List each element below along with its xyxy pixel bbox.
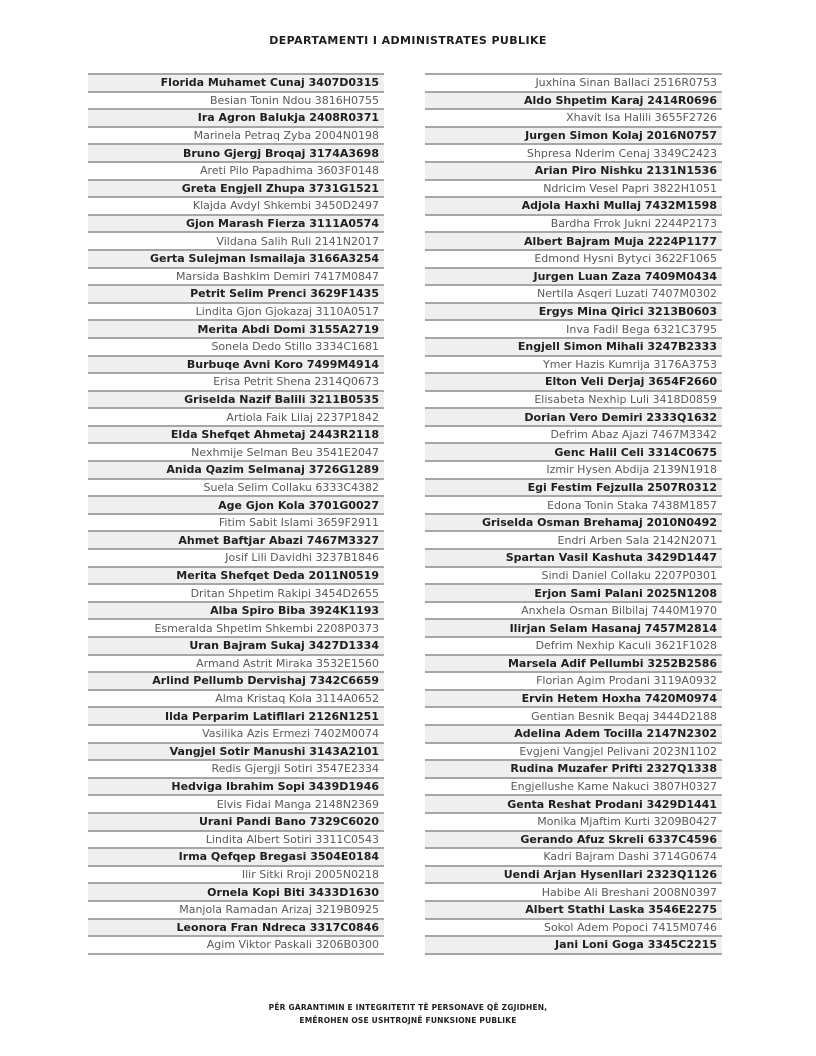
list-item: Vangjel Sotir Manushi 3143A2101 — [88, 744, 384, 762]
list-item: Ilirjan Selam Hasanaj 7457M2814 — [425, 620, 722, 638]
list-item: Urani Pandi Bano 7329C6020 — [88, 814, 384, 832]
list-item: Ahmet Baftjar Abazi 7467M3327 — [88, 532, 384, 550]
list-item: Albert Stathi Laska 3546E2275 — [425, 902, 722, 920]
list-item: Dritan Shpetim Rakipi 3454D2655 — [88, 585, 384, 603]
list-item: Ornela Kopi Biti 3433D1630 — [88, 884, 384, 902]
list-item: Habibe Ali Breshani 2008N0397 — [425, 884, 722, 902]
list-item: Ymer Hazis Kumrija 3176A3753 — [425, 357, 722, 375]
list-item: Ergys Mina Qirici 3213B0603 — [425, 304, 722, 322]
footer-note — [0, 1001, 816, 1027]
list-item: Elvis Fidai Manga 2148N2369 — [88, 796, 384, 814]
list-item: Ilir Sitki Rroji 2005N0218 — [88, 867, 384, 885]
list-item: Nexhmije Selman Beu 3541E2047 — [88, 444, 384, 462]
list-item: Alma Kristaq Kola 3114A0652 — [88, 691, 384, 709]
list-item: Hedviga Ibrahim Sopi 3439D1946 — [88, 779, 384, 797]
list-item: Griselda Osman Brehamaj 2010N0492 — [425, 515, 722, 533]
name-list-left-column — [88, 73, 384, 955]
list-item: Elisabeta Nexhip Luli 3418D0859 — [425, 392, 722, 410]
list-item: Kadri Bajram Dashi 3714G0674 — [425, 849, 722, 867]
list-item: Lindita Albert Sotiri 3311C0543 — [88, 832, 384, 850]
list-item: Greta Engjell Zhupa 3731G1521 — [88, 181, 384, 199]
list-item: Bardha Frrok Jukni 2244P2173 — [425, 216, 722, 234]
page-title: DEPARTAMENTI I ADMINISTRATES PUBLIKE — [269, 34, 547, 47]
list-item: Petrit Selim Prenci 3629F1435 — [88, 286, 384, 304]
list-item: Josif Lili Davidhi 3237B1846 — [88, 550, 384, 568]
list-item: Fitim Sabit Islami 3659F2911 — [88, 515, 384, 533]
list-item: Dorian Vero Demiri 2333Q1632 — [425, 409, 722, 427]
list-item: Marsela Adif Pellumbi 3252B2586 — [425, 656, 722, 674]
list-item: Ndricim Vesel Papri 3822H1051 — [425, 181, 722, 199]
list-item: Juxhina Sinan Ballaci 2516R0753 — [425, 75, 722, 93]
list-item: Izmir Hysen Abdija 2139N1918 — [425, 462, 722, 480]
list-item: Florian Agim Prodani 3119A0932 — [425, 673, 722, 691]
list-item: Elton Veli Derjaj 3654F2660 — [425, 374, 722, 392]
list-item: Arlind Pellumb Dervishaj 7342C6659 — [88, 673, 384, 691]
list-item: Arian Piro Nishku 2131N1536 — [425, 163, 722, 181]
list-item: Leonora Fran Ndreca 3317C0846 — [88, 920, 384, 938]
footer-line-2: EMËROHEN OSE USHTROJNË FUNKSIONE PUBLIKE — [299, 1016, 517, 1025]
list-item: Spartan Vasil Kashuta 3429D1447 — [425, 550, 722, 568]
list-item: Agim Viktor Paskali 3206B0300 — [88, 937, 384, 955]
list-item: Klajda Avdyl Shkembi 3450D2497 — [88, 198, 384, 216]
list-item: Defrim Abaz Ajazi 7467M3342 — [425, 427, 722, 445]
list-item: Aldo Shpetim Karaj 2414R0696 — [425, 93, 722, 111]
list-item: Elda Shefqet Ahmetaj 2443R2118 — [88, 427, 384, 445]
list-item: Erjon Sami Palani 2025N1208 — [425, 585, 722, 603]
list-item: Gerta Sulejman Ismailaja 3166A3254 — [88, 251, 384, 269]
list-item: Besian Tonin Ndou 3816H0755 — [88, 93, 384, 111]
list-item: Armand Astrit Miraka 3532E1560 — [88, 656, 384, 674]
list-item: Engjell Simon Mihali 3247B2333 — [425, 339, 722, 357]
list-item: Ilda Perparim Latifllari 2126N1251 — [88, 708, 384, 726]
list-item: Evgjeni Vangjel Pelivani 2023N1102 — [425, 744, 722, 762]
list-item: Adelina Adem Tocilla 2147N2302 — [425, 726, 722, 744]
list-item: Bruno Gjergj Broqaj 3174A3698 — [88, 145, 384, 163]
list-item: Areti Pilo Papadhima 3603F0148 — [88, 163, 384, 181]
list-item: Vildana Salih Ruli 2141N2017 — [88, 233, 384, 251]
list-item: Genta Reshat Prodani 3429D1441 — [425, 796, 722, 814]
list-item: Marinela Petraq Zyba 2004N0198 — [88, 128, 384, 146]
footer-line-1: PËR GARANTIMIN E INTEGRITETIT TË PERSONAVE QË ZGJIDHEN, — [268, 1003, 548, 1012]
list-item: Sindi Daniel Collaku 2207P0301 — [425, 568, 722, 586]
list-item: Egi Festim Fejzulla 2507R0312 — [425, 480, 722, 498]
list-item: Irma Qefqep Bregasi 3504E0184 — [88, 849, 384, 867]
list-item: Redis Gjergji Sotiri 3547E2334 — [88, 761, 384, 779]
list-item: Anxhela Osman Bilbilaj 7440M1970 — [425, 603, 722, 621]
list-item: Merita Shefqet Deda 2011N0519 — [88, 568, 384, 586]
list-item: Esmeralda Shpetim Shkembi 2208P0373 — [88, 620, 384, 638]
list-item: Manjola Ramadan Arizaj 3219B0925 — [88, 902, 384, 920]
list-item: Anida Qazim Selmanaj 3726G1289 — [88, 462, 384, 480]
list-item: Suela Selim Collaku 6333C4382 — [88, 480, 384, 498]
list-item: Gerando Afuz Skreli 6337C4596 — [425, 832, 722, 850]
list-item: Engjellushe Kame Nakuci 3807H0327 — [425, 779, 722, 797]
list-item: Inva Fadil Bega 6321C3795 — [425, 321, 722, 339]
list-item: Defrim Nexhip Kaculi 3621F1028 — [425, 638, 722, 656]
name-list-right-column — [425, 73, 722, 955]
list-item: Ira Agron Balukja 2408R0371 — [88, 110, 384, 128]
list-item: Xhavit Isa Halili 3655F2726 — [425, 110, 722, 128]
list-item: Ervin Hetem Hoxha 7420M0974 — [425, 691, 722, 709]
list-item: Genc Halil Celi 3314C0675 — [425, 444, 722, 462]
list-item: Uran Bajram Sukaj 3427D1334 — [88, 638, 384, 656]
list-item: Burbuqe Avni Koro 7499M4914 — [88, 357, 384, 375]
list-item: Jurgen Simon Kolaj 2016N0757 — [425, 128, 722, 146]
list-item: Edmond Hysni Bytyci 3622F1065 — [425, 251, 722, 269]
list-item: Griselda Nazif Balili 3211B0535 — [88, 392, 384, 410]
list-item: Vasilika Azis Ermezi 7402M0074 — [88, 726, 384, 744]
list-item: Merita Abdi Domi 3155A2719 — [88, 321, 384, 339]
list-item: Endri Arben Sala 2142N2071 — [425, 532, 722, 550]
list-item: Erisa Petrit Shena 2314Q0673 — [88, 374, 384, 392]
list-item: Monika Mjaftim Kurti 3209B0427 — [425, 814, 722, 832]
list-item: Age Gjon Kola 3701G0027 — [88, 497, 384, 515]
list-item: Albert Bajram Muja 2224P1177 — [425, 233, 722, 251]
list-item: Jurgen Luan Zaza 7409M0434 — [425, 269, 722, 287]
list-item: Artiola Faik Lilaj 2237P1842 — [88, 409, 384, 427]
list-item: Florida Muhamet Cunaj 3407D0315 — [88, 75, 384, 93]
list-item: Jani Loni Goga 3345C2215 — [425, 937, 722, 955]
list-item: Sonela Dedo Stillo 3334C1681 — [88, 339, 384, 357]
list-item: Shpresa Nderim Cenaj 3349C2423 — [425, 145, 722, 163]
list-item: Sokol Adem Popoci 7415M0746 — [425, 920, 722, 938]
list-item: Edona Tonin Staka 7438M1857 — [425, 497, 722, 515]
list-item: Lindita Gjon Gjokazaj 3110A0517 — [88, 304, 384, 322]
list-item: Nertila Asqeri Luzati 7407M0302 — [425, 286, 722, 304]
list-item: Adjola Haxhi Mullaj 7432M1598 — [425, 198, 722, 216]
list-item: Gjon Marash Fierza 3111A0574 — [88, 216, 384, 234]
list-item: Alba Spiro Biba 3924K1193 — [88, 603, 384, 621]
list-item: Uendi Arjan Hysenllari 2323Q1126 — [425, 867, 722, 885]
list-item: Marsida Bashkim Demiri 7417M0847 — [88, 269, 384, 287]
list-item: Rudina Muzafer Prifti 2327Q1338 — [425, 761, 722, 779]
list-item: Gentian Besnik Beqaj 3444D2188 — [425, 708, 722, 726]
